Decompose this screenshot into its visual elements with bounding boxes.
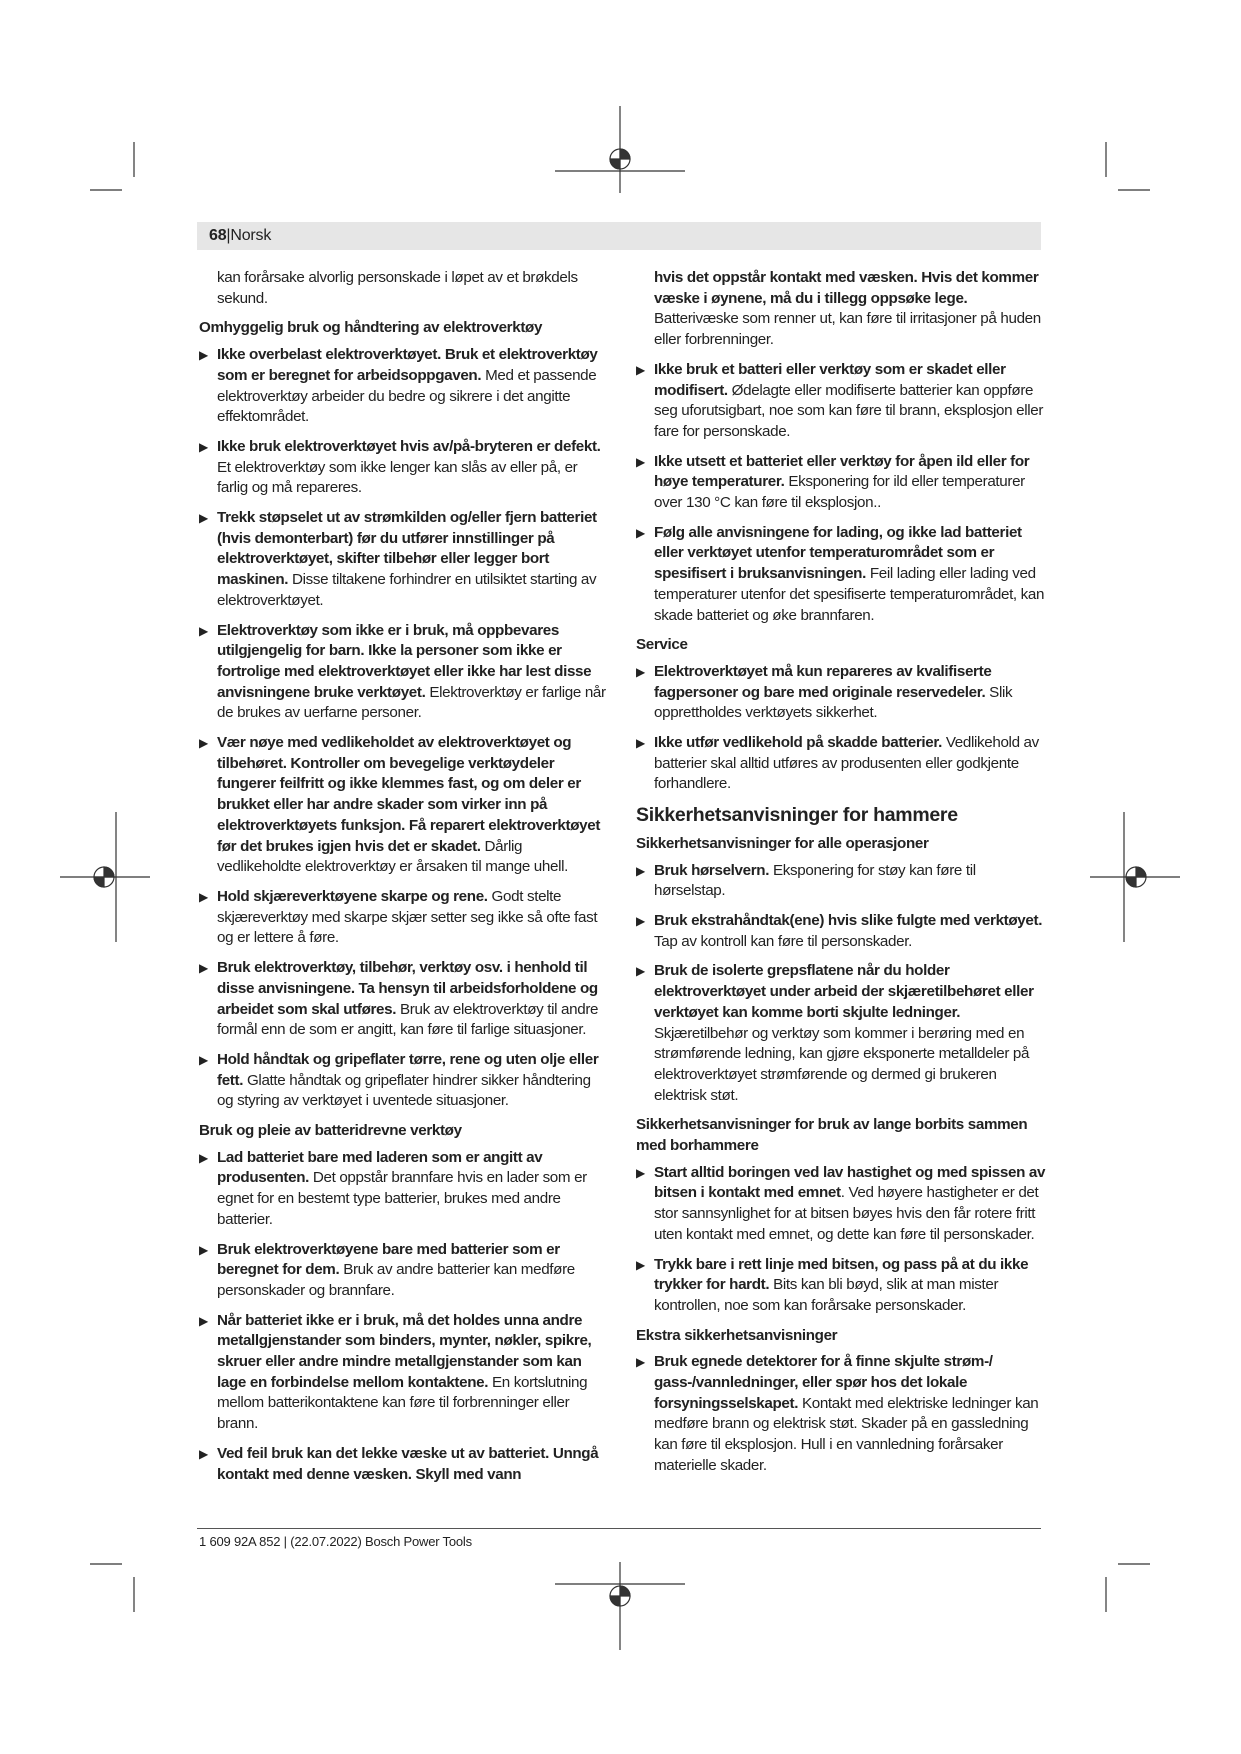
right-column xyxy=(636,268,1048,1486)
bullet-icon: ▶ xyxy=(199,439,208,454)
bullet-icon: ▶ xyxy=(636,362,645,377)
bullet-icon: ▶ xyxy=(199,348,208,363)
bullet-item: ▶ Bruk elektroverktøyene bare med batterier som er beregnet for dem. Bruk av andre batterier kan medføre personskader og brannfare. xyxy=(199,1240,575,1299)
bullet-item: ▶ Trekk støpselet ut av strømkilden og/eller fjern batteriet (hvis demonterbart) før du utfører innstillinger på elektroverktøyet, skifter tilbehør eller legger bort maskinen. Disse tiltakene forhindrer en utilsiktet starting av elektroverktøyet. xyxy=(199,509,597,609)
bullet-icon: ▶ xyxy=(199,961,208,976)
bullet-item: ▶ Ikke bruk elektroverktøyet hvis av/på-bryteren er defekt. Et elektroverktøy som ikke lenger kan slås av eller på, er farlig og må repareres. xyxy=(199,437,601,497)
footer-text: 1 609 92A 852 | (22.07.2022) Bosch Power Tools xyxy=(199,1534,472,1549)
bullet-icon: ▶ xyxy=(636,1165,645,1180)
bullet-icon: ▶ xyxy=(199,623,208,638)
bullet-item: ▶ Ved feil bruk kan det lekke væske ut av batteriet. Unngå kontakt med denne væsken. Skyll med vann xyxy=(199,1444,599,1483)
bullet-icon: ▶ xyxy=(636,964,645,979)
bullet-item: ▶ Bruk elektroverktøy, tilbehør, verktøy osv. i henhold til disse anvisningene. Ta hensyn til arbeidsforholdene og arbeidet som skal utføres. Bruk av elektroverktøy til andre formål enn de som er angitt, kan føre til farlige situasjoner. xyxy=(199,959,599,1039)
bullet-icon: ▶ xyxy=(199,1242,208,1257)
section-heading: Sikkerhetsanvisninger for alle operasjoner xyxy=(636,834,929,852)
left-column xyxy=(199,268,607,1494)
bullet-icon: ▶ xyxy=(636,664,645,679)
bullet-item: ▶ Elektroverktøy som ikke er i bruk, må oppbevares utilgjengelig for barn. Ikke la personer som ikke er fortrolige med elektroverktøyet eller ikke har lest disse anvisningene bruke verktøyet. Elektroverktøy er farlige når de brukes av uerfarne personer. xyxy=(199,621,606,722)
bullet-icon: ▶ xyxy=(636,1355,645,1370)
section-heading: Service xyxy=(636,636,688,654)
bullet-item: ▶ Ikke bruk et batteri eller verktøy som er skadet eller modifisert. Ødelagte eller modifiserte batterier kan oppføre seg uforutsigbart, noe som kan føre til brann, eksplosjon eller fare for personskade. xyxy=(636,360,1044,440)
bullet-item: ▶ Elektroverktøyet må kun repareres av kvalifiserte fagpersoner og bare med originale reservedeler. Slik opprettholdes verktøyets sikkerhet. xyxy=(636,662,1013,722)
bullet-icon: ▶ xyxy=(199,511,208,526)
bullet-item: ▶ Bruk de isolerte grepsflatene når du holder elektroverktøyet under arbeid der skjæretilbehøret eller verktøyet kan komme borti skjulte ledninger. Skjæretilbehør og verktøy som kommer i berøring med en strømførende ledning, kan gjøre eksponerte metalldeler på elektroverktøyet strømførende og dermed gi brukeren elektrisk støt. xyxy=(636,962,1034,1104)
registration-mark-top xyxy=(555,106,685,193)
chapter-title: Sikkerhetsanvisninger for hammere xyxy=(636,804,958,827)
header-separator: | xyxy=(226,227,231,244)
header-label xyxy=(209,227,271,245)
bullet-icon: ▶ xyxy=(636,913,645,928)
bullet-icon: ▶ xyxy=(199,1150,208,1165)
section-heading: Omhyggelig bruk og håndtering av elektroverktøy xyxy=(199,319,543,337)
running-header xyxy=(197,222,1041,250)
bullet-item: ▶ Start alltid boringen ved lav hastighet og med spissen av bitsen i kontakt med emnet. Ved høyere hastigheter er det stor sannsynlighet for at bitsen bøyes hvis den får rotere fritt uten kontakt med emnet, og dette kan føre til personskader. xyxy=(636,1163,1046,1243)
bullet-icon: ▶ xyxy=(636,454,645,469)
continuation-paragraph: kan forårsake alvorlig personskade i løpet av et brøkdels sekund. xyxy=(217,269,578,307)
registration-mark-left xyxy=(60,812,150,942)
registration-mark-bottom xyxy=(555,1562,685,1650)
bullet-item: ▶ Hold håndtak og gripeflater tørre, rene og uten olje eller fett. Glatte håndtak og gripeflater hindrer sikker håndtering og styring av verktøyet i uventede situasjoner. xyxy=(199,1050,599,1110)
bullet-item: ▶ Lad batteriet bare med laderen som er angitt av produsenten. Det oppstår brannfare hvis en lader som er egnet for en bestemt type batterier, brukes med andre batterier. xyxy=(199,1148,587,1228)
page-number: 68 xyxy=(209,227,227,244)
bullet-icon: ▶ xyxy=(199,1446,208,1461)
continuation-paragraph: hvis det oppstår kontakt med væsken. Hvis det kommer væske i øynene, må du i tillegg oppsøke lege. Batterivæske som renner ut, kan føre til irritasjoner på huden eller forbrenninger. xyxy=(654,269,1041,349)
bullet-icon: ▶ xyxy=(636,863,645,878)
bullet-item: ▶ Trykk bare i rett linje med bitsen, og pass på at du ikke trykker for hardt. Bits kan bli bøyd, slik at man mister kontrollen, noe som kan forårsake personskader. xyxy=(636,1255,1029,1314)
bullet-icon: ▶ xyxy=(199,1052,208,1067)
bullet-icon: ▶ xyxy=(636,525,645,540)
bullet-item: ▶ Ikke overbelast elektroverktøyet. Bruk et elektroverktøy som er beregnet for arbeidsoppgaven. Med et passende elektroverktøy arbeider du bedre og sikrere i det angitte effektområdet. xyxy=(199,346,598,426)
section-heading: Sikkerhetsanvisninger for bruk av lange borbits sammen med borhammere xyxy=(636,1116,1028,1155)
footer-rule xyxy=(197,1528,1041,1529)
bullet-item: ▶ Bruk egnede detektorer for å finne skjulte strøm-/ gass-/vannledninger, eller spør hos det lokale forsyningsselskapet. Kontakt med elektriske ledninger kan medføre brann og elektrisk støt. Skader på en gassledning kan føre til eksplosjon. Hull i en vannledning forårsaker materielle skader. xyxy=(636,1353,1039,1474)
bullet-item: ▶ Bruk hørselvern. Eksponering for støy kan føre til hørselstap. xyxy=(636,861,976,900)
bullet-item: ▶ Følg alle anvisningene for lading, og ikke lad batteriet eller verktøyet utenfor temperaturområdet som er spesifisert i bruksanvisningen. Feil lading eller lading ved temperaturer utenfor det spesifiserte temperaturområdet, kan skade batteriet og øke brannfaren. xyxy=(636,523,1045,624)
bullet-icon: ▶ xyxy=(636,1257,645,1272)
bullet-item: ▶ Ikke utsett et batteriet eller verktøy for åpen ild eller for høye temperaturer. Eksponering for ild eller temperaturer over 130 °C kan føre til eksplosjon.. xyxy=(636,452,1030,512)
header-language: Norsk xyxy=(230,227,272,244)
section-heading: Ekstra sikkerhetsanvisninger xyxy=(636,1326,838,1344)
bullet-item: ▶ Bruk ekstrahåndtak(ene) hvis slike fulgte med verktøyet. Tap av kontroll kan føre til personskader. xyxy=(636,911,1043,950)
bullet-item: ▶ Hold skjæreverktøyene skarpe og rene. Godt stelte skjæreverktøy med skarpe skjær setter seg ikke så ofte fast og er lettere å føre. xyxy=(199,887,598,947)
bullet-icon: ▶ xyxy=(636,736,645,751)
registration-mark-right xyxy=(1090,812,1180,942)
section-heading: Bruk og pleie av batteridrevne verktøy xyxy=(199,1122,462,1140)
bullet-item: ▶ Når batteriet ikke er i bruk, må det holdes unna andre metallgjenstander som binders, mynter, nøkler, spikre, skruer eller andre mindre metallgjenstander som kan lage en forbindelse mellom kontaktene. En kortslutning mellom batterikontaktene kan føre til forbrenninger eller brann. xyxy=(199,1311,592,1433)
bullet-item: ▶ Ikke utfør vedlikehold på skadde batterier. Vedlikehold av batterier skal alltid utføres av produsenten eller godkjente forhandlere. xyxy=(636,734,1039,793)
bullet-icon: ▶ xyxy=(199,889,208,904)
bullet-item: ▶ Vær nøye med vedlikeholdet av elektroverktøyet og tilbehøret. Kontroller om bevegelige verktøydeler fungerer feilfritt og ikke klemmes fast, og om deler er brukket eller har andre skader som virker inn på elektroverktøyets funksjon. Få reparert elektroverktøyet før det brukes igjen hvis det er skadet. Dårlig vedlikeholdte elektroverktøy er årsaken til mange uhell. xyxy=(199,734,601,876)
bullet-icon: ▶ xyxy=(199,1313,208,1328)
bullet-icon: ▶ xyxy=(199,736,208,751)
